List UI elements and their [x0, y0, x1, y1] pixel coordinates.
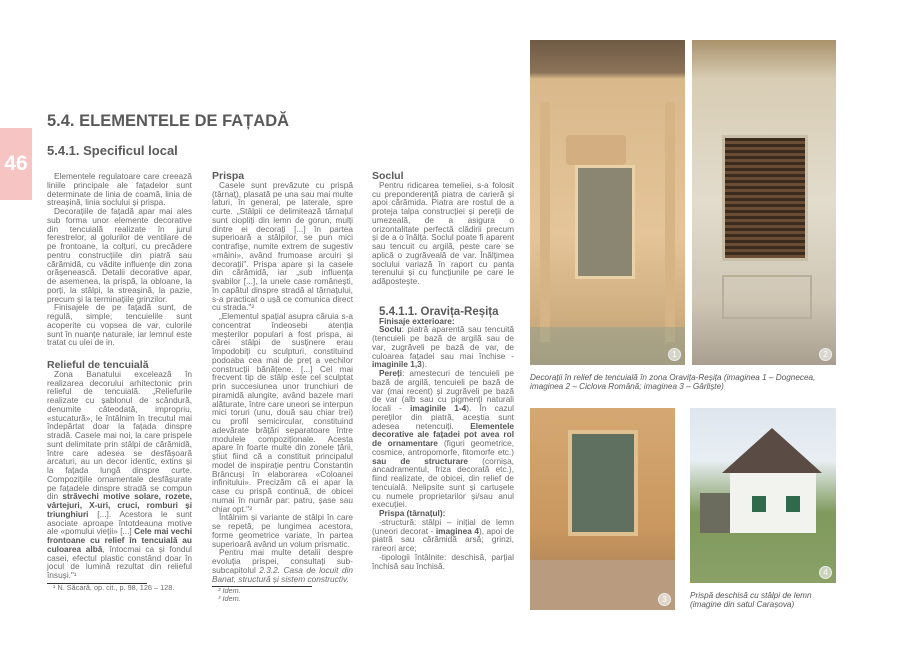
bold-text: imaginile 1-4	[410, 403, 467, 413]
text: ). În cazul pereților din piatră, aceștia sunt adesea netencuiți.	[372, 403, 514, 431]
text: Pentru ridicarea temeliei, s-a folosit cu preponderență piatra de carieră și apoi cărămida. Piatra are rostul de a proteja talpa construcției și pereții de umezeală, de a asigura o orizontalitate perfectă clădirii precum și de a o înălța. Soclul poate fi aparent sau tencuit cu argilă, peste care se aplică o zugrăveală de var. Înălțimea soclului variază în raport cu panta terenului și cu funcțiunile pe care le adăpostește.	[372, 179, 514, 286]
col3-body2	[372, 317, 514, 571]
footnote: ² Idem.	[218, 586, 241, 596]
photo-number: 3	[658, 593, 671, 606]
ornament	[566, 135, 626, 165]
text: Întâlnim și variante de stâlpi în care se repetă, pe lungimea acestora, forme geometrice variate, în partea superioară având un volum prismatic.	[212, 512, 353, 549]
column-2	[212, 172, 353, 603]
bold-text: Elementele decorative ale fațadei pot avea rol de ornamentare	[372, 420, 514, 448]
bold-text: imaginile 1,3	[372, 359, 422, 370]
pilaster	[540, 102, 550, 342]
text: ), apoi de piatră sau cărămidă arsă; grinzi, rareori arce;	[372, 525, 514, 553]
photo-facade-dognecea	[530, 40, 685, 365]
caption-bottom: Prispă deschisă cu stâlpi de lemn (imagine din satul Carașova)	[690, 591, 812, 610]
window	[752, 496, 766, 512]
column-3	[372, 172, 514, 570]
porch	[700, 493, 730, 533]
paragraph	[47, 207, 192, 303]
subsection-title: 5.4.1. Specificul local	[47, 143, 178, 158]
paragraph	[47, 172, 192, 207]
bold-text: Pereți	[379, 368, 403, 378]
photo-porch-carasova	[690, 408, 836, 583]
bold-text: Finisaje exterioare:	[379, 315, 455, 326]
paragraph	[372, 181, 514, 286]
plinth	[530, 560, 675, 610]
bold-text: imaginea 4	[435, 525, 479, 536]
photo-facade-garliste	[530, 408, 675, 610]
text: -tipologii întâlnite: deschisă, parțial închisă sau închisă.	[372, 551, 514, 571]
col1-body2	[47, 370, 192, 580]
text: Pentru mai multe detalii despre evoluția prispei, consultați sub-subcapitolul	[212, 547, 353, 575]
paragraph	[212, 548, 353, 583]
bold-text: Soclu	[379, 324, 402, 335]
col1-body	[47, 172, 192, 347]
text: Casele sunt prevăzute cu prispă (târnaț), plasată pe una sau mai multe laturi, în general, pe laterale, spre curte. „Stâlpii ce delimitează târnațul sunt cioplіți din lemn de gorun, mulți dintre ei decorați [...] în partea superioară a stâlpilor, se pun mici contrafișe, numite extrem de sugestiv «mâini», având frumoase arcuiri și decorații". Prispa apare și la casele din cărămidă, iar „sub influența șvabilor [...], la unele case românești, în capătul dinspre stradă al târnațului, s-a practicat o ușă ce comunica direct cu strada."²	[212, 179, 353, 313]
heading-prispa: Prispa	[212, 170, 245, 182]
relief-panel	[722, 275, 812, 319]
shutter-window	[722, 135, 808, 261]
page-number: 46	[0, 128, 32, 200]
paragraph	[212, 312, 353, 513]
bold-text: Cele mai vechi frontoane cu relief în tencuială au culoarea albă	[47, 526, 193, 554]
heading-oravita: 5.4.1.1. Oravița-Reșița	[379, 305, 499, 318]
bold-text: străvechi motive solare, rozete, vârtejuri, X-uri, cruci, romburi și triunghiuri	[47, 491, 192, 519]
text: ).	[421, 359, 427, 370]
footnote: ¹ N. Săcară, op. cit., p. 98, 126 – 128.	[53, 582, 175, 592]
paragraph	[47, 370, 192, 580]
footnote: ³ Idem.	[218, 594, 241, 604]
paragraph	[47, 303, 192, 347]
paragraph	[372, 553, 514, 571]
heading-soclul: Soclul	[372, 170, 404, 182]
text: Finisajele de pe fațadă sunt, de regulă, simple; tencuielile sunt acoperite cu vopsea de var, culorile sunt în nuanțe naturale, iar lemnul este tratat cu ulei de in.	[47, 302, 192, 348]
shutter-window	[568, 430, 638, 536]
paragraph	[372, 325, 514, 369]
paragraph	[372, 369, 514, 509]
window	[786, 496, 800, 512]
text: Zona Banatului excelează în realizarea decorului arhitectonic prin relieful de tencuială. „Reliefurile realizate cu șablonul de scândură, denumite câteodată, impropriu, «stucatură», le întâlnim în trecutul mai îndepărtat doar la fațada dinspre stradă. Casele mai noi, la care prispele sunt delimitate prin stâlpi de cărămidă, între care adesea se desfășoară arcaturi, au un decor identic, extins și la fațada lungă dinspre curte. Compozițiile ornamentale desfășurate pe fațadele dinspre stradă se compun din	[47, 368, 192, 502]
text: : piatră aparentă sau tencuită (tencuieli pe bază de argilă sau de var, zugrăveli pe bază de var, de culoarea fațadei sau mai închise -	[372, 324, 514, 361]
text: Decorațiile de fațadă apar mai ales sub forma unor elemente decorative din tencuială realizate în jurul ferestrelor, al golurilor de ventilare de pe frontoane, la colțuri, cu precădere pentru construcțiile din piatră sau cărămidă, cu vădite influențe din zona orășenească. Detalii decorative apar, de asemenea, la prispă, la obloane, la porți, la stâlpi, la streașină, la pazie, precum și la terminațiile grinzilor.	[47, 206, 192, 304]
photo-number: 2	[819, 348, 832, 361]
paragraph	[212, 181, 353, 312]
text: : amestecuri de tencuieli pe bază de argilă, tencuieli pe bază de var (mai recent) și zugrăveli pe bază de var (alb sau cu pigmenți naturali locali -	[372, 368, 514, 413]
photo-facade-ciclova	[692, 40, 836, 365]
col2-body	[212, 181, 353, 584]
bold-text: Prispa (târnațul):	[379, 508, 446, 518]
column-1	[47, 172, 192, 592]
section-title: 5.4. ELEMENTELE DE FAȚADĂ	[47, 112, 290, 130]
text: Elementele regulatoare care creează liniile principale ale fațadelor sunt determinate de linia de coamă, linia de streașină, linia soclului și prispa.	[47, 171, 192, 208]
text: , întocmai ca și fondul casei, efectul plastic constând doar în jocul de lumină rezultat din relieful însuși."¹	[47, 543, 192, 580]
text: (cornișa, ancadramentul, friza decorată etc.), fiind realizate, de obicei, din relief de tencuială. Nelipsite sunt și cartușele cu numele proprietarilor și/sau anul execuției.	[372, 455, 514, 510]
photo-number: 1	[668, 348, 681, 361]
heading-relief: Relieful de tencuială	[47, 359, 149, 371]
house-wall	[730, 473, 816, 533]
ground	[530, 327, 685, 365]
text: „Elementul spațial asupra căruia s-a concentrat îndeosebi atenția meșterilor populari a fost prispa, ai cărei stâlpi de susținere erau împodobiți cu sculpturi, constituind podoaba cea mai de preț a vechilor construcții bănățene. [...] Cel mai frecvent tip de stâlp este cel sculptat prin succesiunea unor trunchiuri de piramidă alungite, având bazele mari alăturate, între care uneori se interpun mici toruri (unu, două sau chiar trei) cu profil semicircular, constituind adevărate brățări separatoare între modulele compoziționale. Acesta apare în foarte multe din zonele țării, știut fiind că a constituit principalul model de inspirație pentru Constantin Brâncuși în elaborarea «Coloanei infinitului». Precizăm că ei apar la case cu prispă continuă, de obicei numai în număr par: patru, șase sau chiar opt."³	[212, 311, 353, 514]
roof	[722, 428, 822, 473]
paragraph	[212, 513, 353, 548]
text: -structură: stâlpi – inițial de lemn (uneori decorat -	[372, 516, 514, 536]
bold-text: sau de structurare	[372, 455, 469, 466]
paragraph	[372, 518, 514, 553]
photo-number: 4	[819, 566, 832, 579]
text: (figuri geometrice, cosmice, antropomorfe, fitomorfe etc.)	[372, 438, 514, 457]
window	[575, 165, 635, 279]
text: [...]. Acestora le sunt asociate aproape întotdeauna motive ale «pomului vieții» [...]	[47, 508, 192, 537]
italic-text: 2.3.2. Casa de locuit din Banat, structură și sistem constructiv.	[212, 564, 353, 584]
col3-body	[372, 181, 514, 286]
caption-top: Decorații în relief de tencuială în zona Oravița-Reșița (imaginea 1 – Dognecea, imaginea 2 – Ciclova Română; imaginea 3 – Gârliște)	[530, 373, 816, 392]
pilaster	[665, 102, 675, 342]
